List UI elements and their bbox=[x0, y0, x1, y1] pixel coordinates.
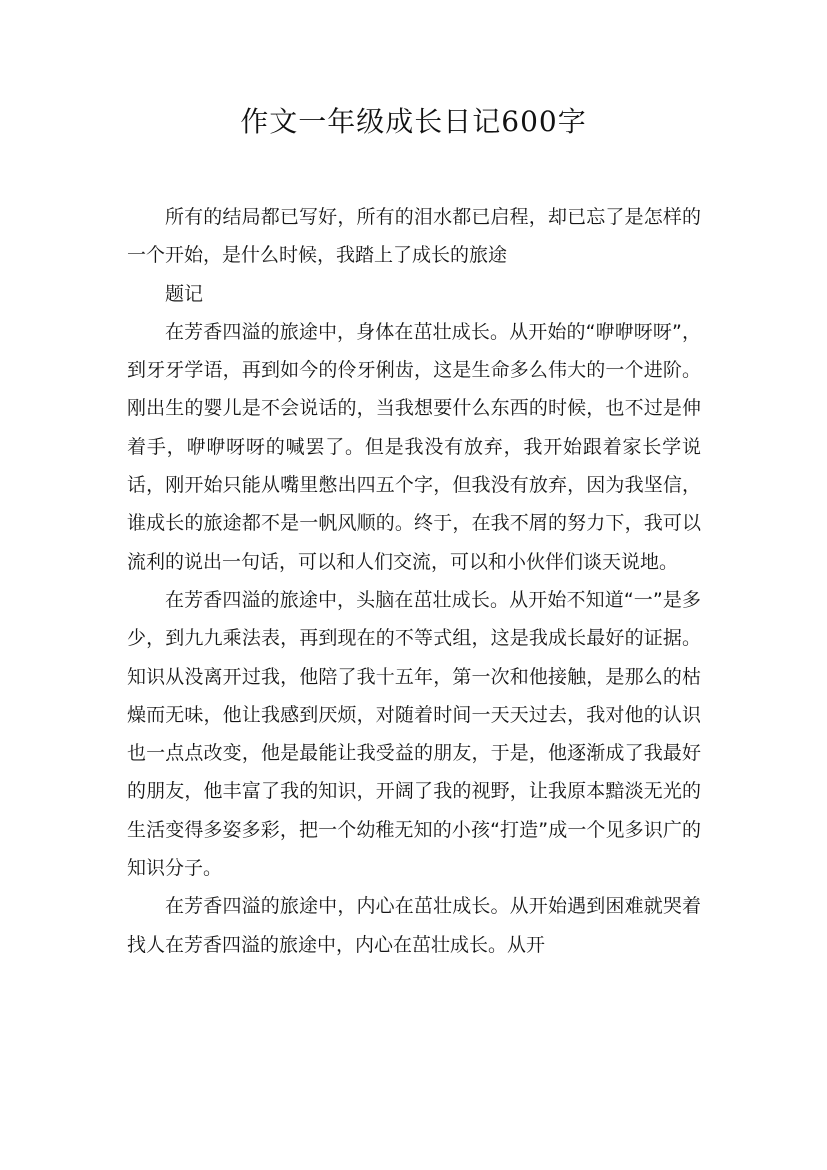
paragraph-heart-growth: 在芳香四溢的旅途中，内心在茁壮成长。从开始遇到困难就哭着找人在芳香四溢的旅途中，内心在茁壮成长。从开 bbox=[127, 895, 701, 956]
paragraph-intro: 所有的结局都已写好，所有的泪水都已启程，却已忘了是怎样的一个开始，是什么时候，我踏上了成长的旅途 bbox=[127, 206, 701, 267]
document-title: 作文一年级成长日记600字 bbox=[240, 105, 587, 138]
paragraph-mind-growth: 在芳香四溢的旅途中，头脑在茁壮成长。从开始不知道“一”是多少，到九九乘法表，再到现在的不等式组，这是我成长最好的证据。知识从没离开过我，他陪了我十五年，第一次和他接触，是那么的枯燥而无味，他让我感到厌烦，对随着时间一天天过去，我对他的认识也一点点改变，他是最能让我受益的朋友，于是，他逐渐成了我最好的朋友，他丰富了我的知识，开阔了我的视野，让我原本黯淡无光的生活变得多姿多彩，把一个幼稚无知的小孩“打造”成一个见多识广的知识分子。 bbox=[127, 588, 701, 880]
paragraph-body-growth: 在芳香四溢的旅途中，身体在茁壮成长。从开始的“咿咿呀呀”，到牙牙学语，再到如今的伶牙俐齿，这是生命多么伟大的一个进阶。刚出生的婴儿是不会说话的，当我想要什么东西的时候，也不过是伸着手，咿咿呀呀的喊罢了。但是我没有放弃，我开始跟着家长学说话，刚开始只能从嘴里憋出四五个字，但我没有放弃，因为我坚信，谁成长的旅途都不是一帆风顺的。终于，在我不屑的努力下，我可以流利的说出一句话，可以和人们交流，可以和小伙伴们谈天说地。 bbox=[127, 320, 701, 573]
paragraph-epigraph-label: 题记 bbox=[165, 282, 204, 305]
document-body bbox=[127, 198, 701, 964]
